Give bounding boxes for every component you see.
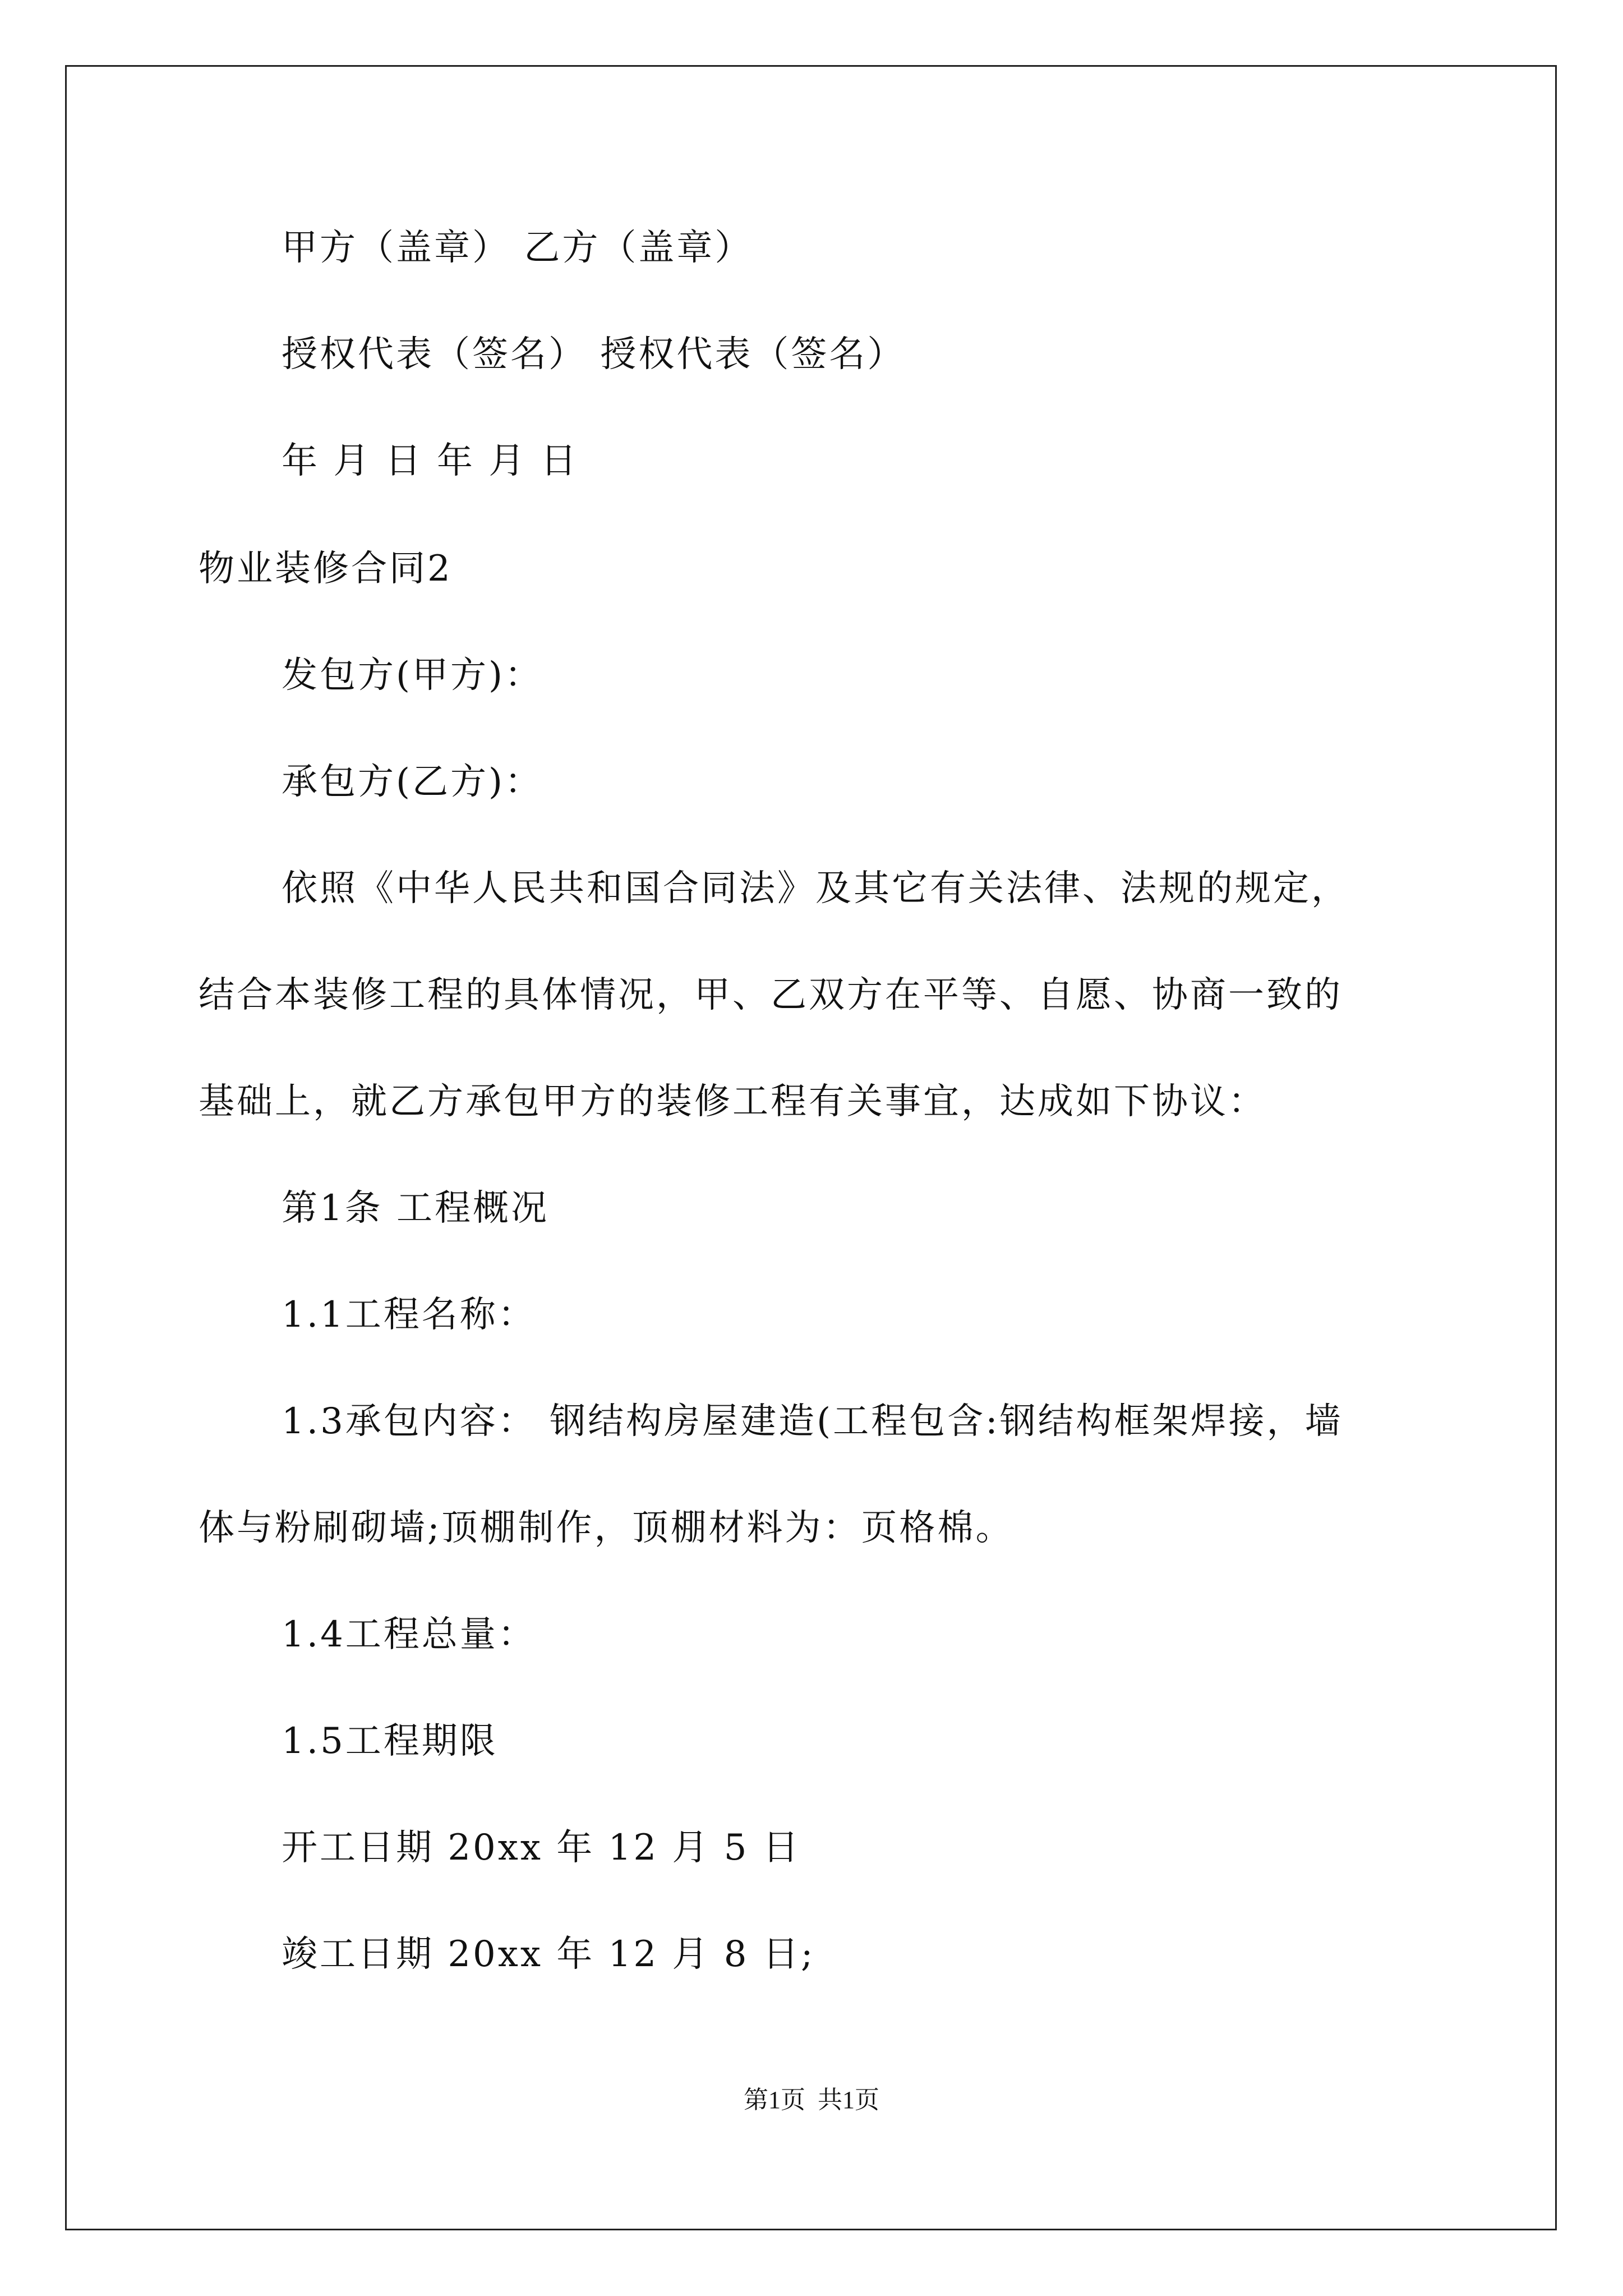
party-a-line: 发包方(甲方)：	[282, 655, 543, 696]
article-heading: 第1条 工程概况	[282, 1188, 550, 1229]
clause-line: 1.1工程名称：	[282, 1294, 536, 1336]
paragraph-line: 基础上，就乙方承包甲方的装修工程有关事宜，达成如下协议：	[199, 1081, 1266, 1122]
clause-line: 1.3承包内容： 钢结构房屋建造(工程包含:钢结构框架焊接，墙	[282, 1401, 1343, 1442]
section-title: 物业装修合同2	[199, 548, 453, 590]
signature-line-date: 年 月 日 年 月 日	[282, 440, 579, 482]
page-footer: 第1页 共1页	[744, 2086, 879, 2114]
clause-line: 1.5工程期限	[282, 1720, 498, 1762]
page-border	[65, 65, 1557, 2230]
paragraph-line: 结合本装修工程的具体情况，甲、乙双方在平等、自愿、协商一致的	[199, 974, 1343, 1016]
clause-line: 体与粉刷砌墙;顶棚制作，顶棚材料为：页格棉。	[199, 1507, 1014, 1549]
start-date-line: 开工日期 20xx 年 12 月 5 日	[282, 1827, 801, 1869]
completion-date-line: 竣工日期 20xx 年 12 月 8 日;	[282, 1934, 815, 1975]
signature-line-seal: 甲方（盖章） 乙方（盖章）	[282, 227, 753, 269]
party-b-line: 承包方(乙方)：	[282, 761, 543, 803]
paragraph-line: 依照《中华人民共和国合同法》及其它有关法律、法规的规定，	[282, 868, 1349, 909]
clause-line: 1.4工程总量：	[282, 1614, 536, 1655]
signature-line-representative: 授权代表（签名） 授权代表（签名）	[282, 334, 906, 375]
